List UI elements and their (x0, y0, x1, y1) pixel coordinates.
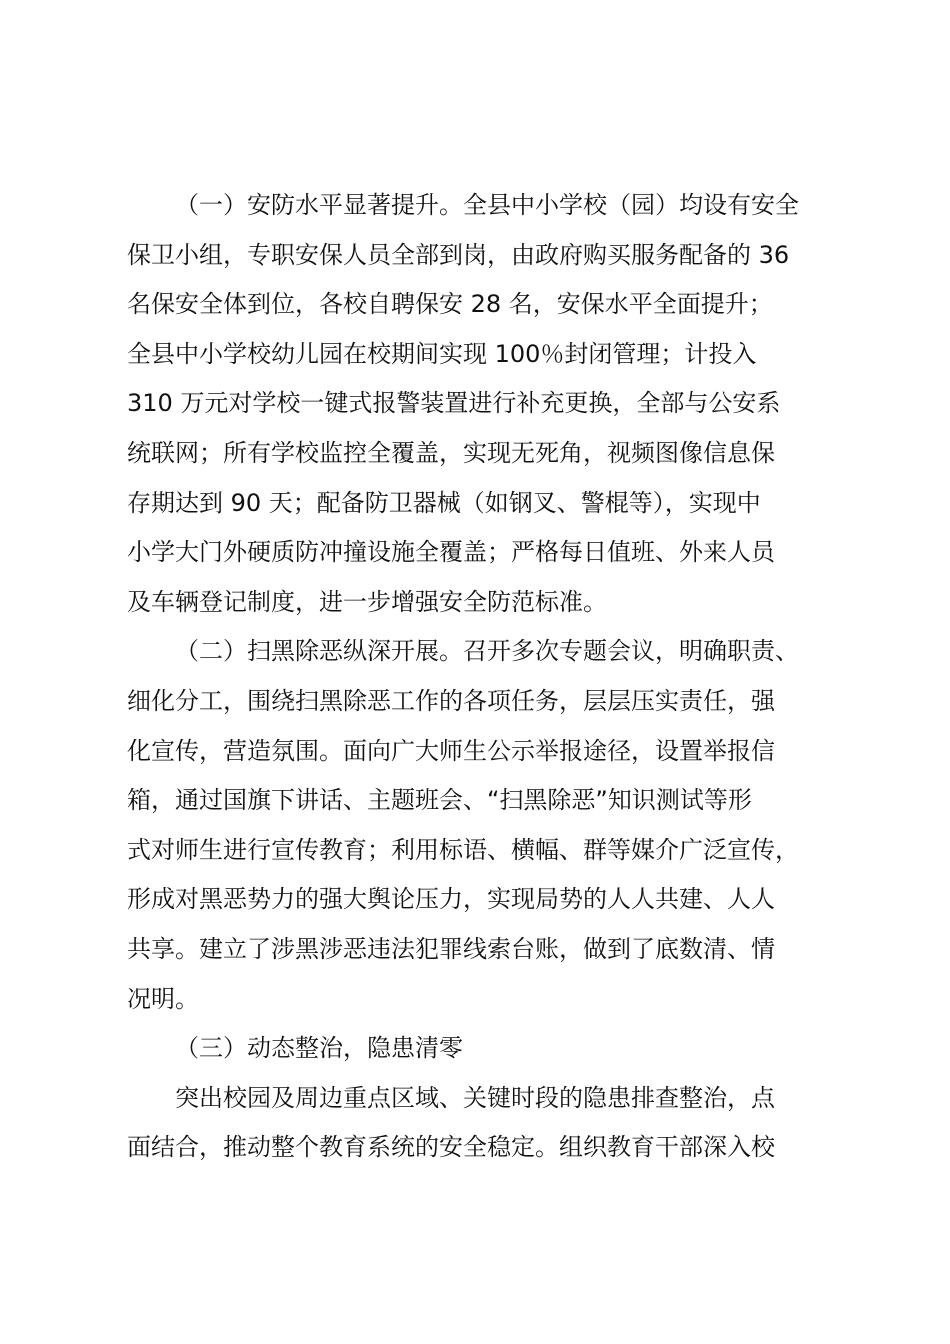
text-line: 名保安全体到位，各校自聘保安 28 名，安保水平全面提升； (127, 290, 773, 319)
text-line: 形成对黑恶势力的强大舆论压力，实现局势的人人共建、人人 (127, 885, 775, 914)
text-line: 310 万元对学校一键式报警装置进行补充更换，全部与公安系 (127, 389, 781, 418)
text-line: 突出校园及周边重点区域、关键时段的隐患排查整治，点 (175, 1083, 775, 1112)
text-line: 细化分工，围绕扫黑除恶工作的各项任务，层层压实责任，强 (127, 686, 775, 715)
text-line: 况明。 (127, 984, 199, 1013)
heading-line: （三）动态整治，隐患清零 (175, 1034, 463, 1063)
text-line: 及车辆登记制度，进一步增强安全防范标准。 (127, 587, 607, 616)
text-line: 箱，通过国旗下讲话、主题班会、“扫黑除恶”知识测试等形 (127, 786, 752, 815)
document-body (127, 181, 839, 1173)
paragraph-security-upgrade (127, 181, 839, 627)
text-line: 共享。建立了涉黑涉恶违法犯罪线索台账，做到了底数清、情 (127, 934, 775, 963)
text-line: 化宣传，营造氛围。面向广大师生公示举报途径，设置举报信 (127, 736, 775, 765)
text-line: （一）安防水平显著提升。全县中小学校（园）均设有安全 (175, 191, 799, 219)
text-line: 面结合，推动整个教育系统的安全稳定。组织教育干部深入校 (127, 1133, 775, 1162)
paragraph-anti-crime (127, 627, 839, 1024)
paragraph-hazard-clearance (127, 1074, 839, 1173)
text-line: 小学大门外硬质防冲撞设施全覆盖；严格每日值班、外来人员 (127, 538, 775, 567)
text-line: 全县中小学校幼儿园在校期间实现 100％封闭管理；计投入 (127, 339, 757, 368)
text-line: 保卫小组，专职安保人员全部到岗，由政府购买服务配备的 36 (127, 240, 790, 269)
text-line: 统联网；所有学校监控全覆盖，实现无死角，视频图像信息保 (127, 438, 775, 467)
text-line: 式对师生进行宣传教育；利用标语、横幅、群等媒介广泛宣传， (127, 835, 799, 864)
text-line: （二）扫黑除恶纵深开展。召开多次专题会议，明确职责、 (175, 637, 799, 666)
text-line: 存期达到 90 天；配备防卫器械（如钢叉、警棍等），实现中 (127, 488, 761, 517)
section-heading-dynamic-rectification (127, 1024, 839, 1074)
